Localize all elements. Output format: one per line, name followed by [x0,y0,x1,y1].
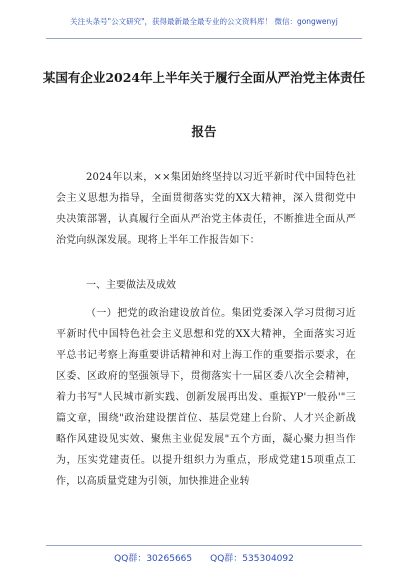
document-title-continued: 报告 [191,124,217,139]
intro-paragraph: 2024年以来，××集团始终坚持以习近平新时代中国特色社会主义思想为指导，全面贯彻落实党的XX大精神，深入贯彻党中央决策部署，认真履行全面从严治党主体责任，不断推进全面从严治党向纵深发展。现将上半年工作报告如下： [56,172,356,246]
section-heading: 一、主要做法及成效 [86,280,176,291]
document-title: 某国有企业2024年上半年关于履行全面从严治党主体责任 [42,70,366,85]
section-paragraph: （一）把党的政治建设放首位。集团党委深入学习贯彻习近平新时代中国特色社会主义思想和党的XX大精神，全面落实习近平总书记考察上海重要讲话精神和对上海工作的重要指示要求，在区委、区政府的坚强领导下，贯彻落实十一届区委八次全会精神，着力书写"人民城市新实践、创新发展再出发、重振YP'一般孙'"三篇文章，围绕"政治建设摆首位、基层党建上台阶、人才兴企新战略作风建设见实效、聚焦主业促发展"五个方面，凝心聚力担当作为，压实党建责任。以提升组织力为重点，形成党建15项重点工作，以高质量党建为引领，加快推进企业转 [56,308,356,487]
header-divider [46,38,362,39]
header-banner: 关注头条号"公文研究"，获得最新最全最专业的公文资料库！ 微信：gongwenyj [70,17,338,26]
footer-qq-group-1: QQ群：30265665 [114,554,193,564]
footer-qq-group-2: QQ群：535304092 [210,554,294,564]
footer [0,551,408,564]
footer-divider [46,545,362,546]
